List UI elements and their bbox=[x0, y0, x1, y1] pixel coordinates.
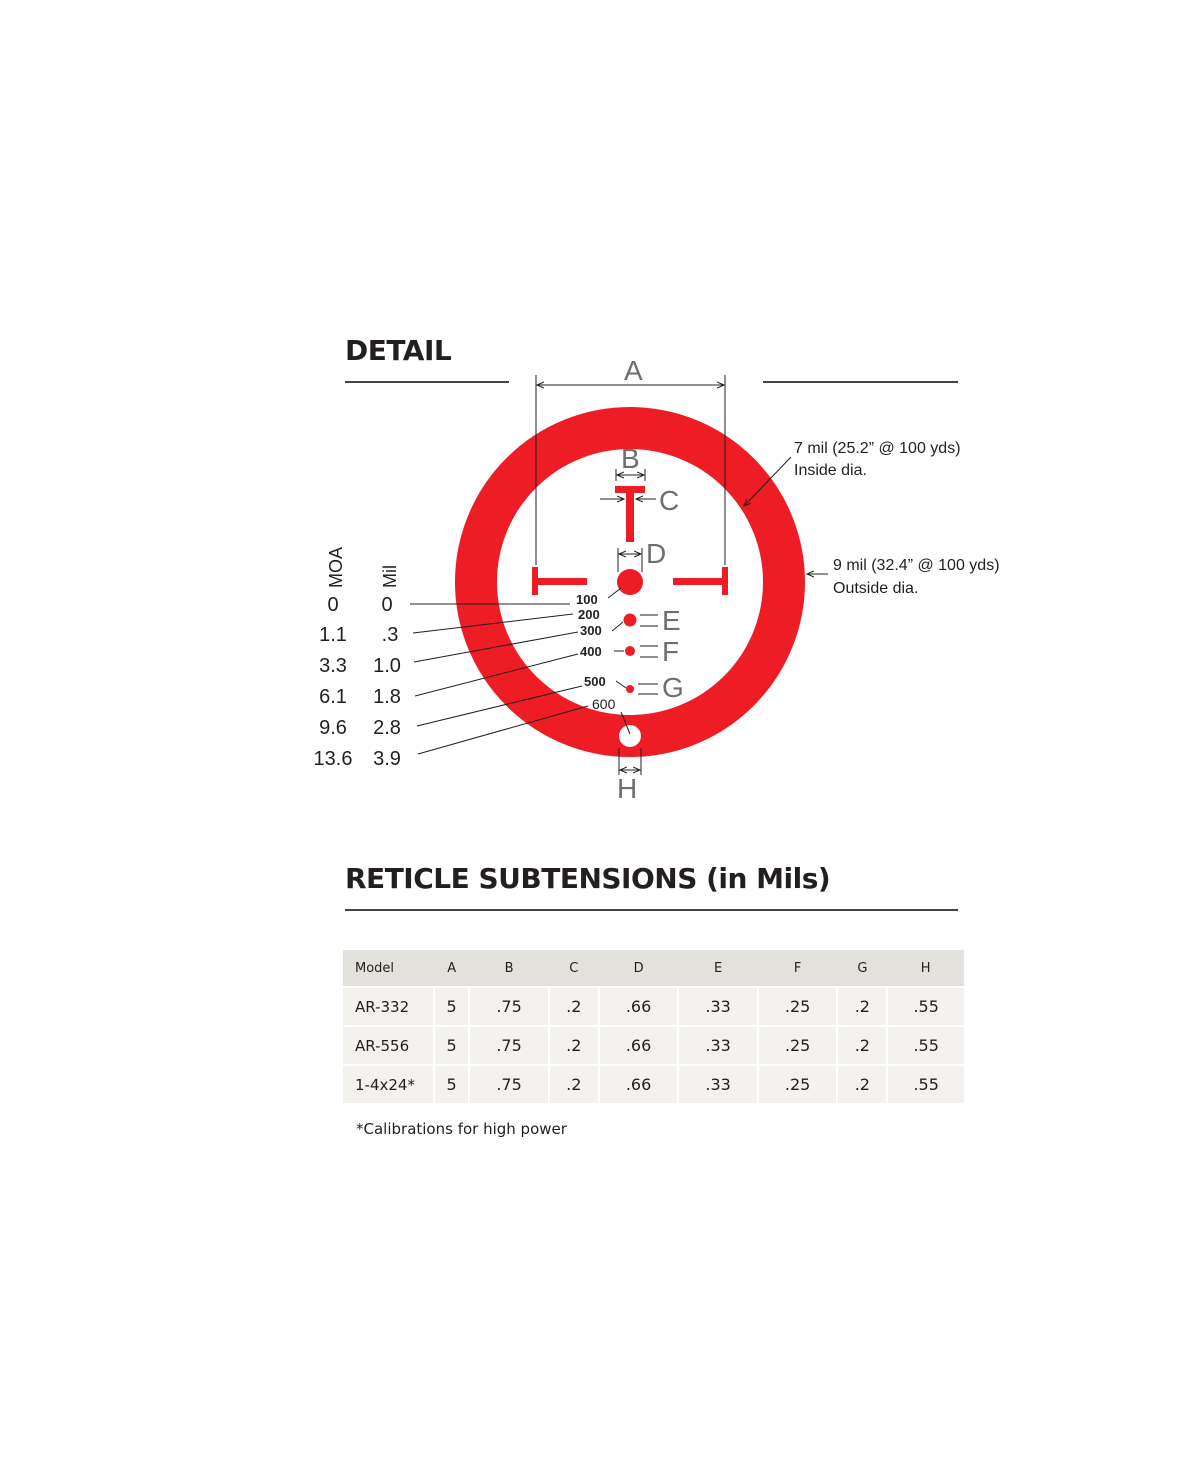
header-a: A bbox=[434, 950, 469, 987]
moa-value: 3.3 bbox=[319, 655, 347, 677]
table-cell: .2 bbox=[837, 987, 887, 1026]
footnote: *Calibrations for high power bbox=[356, 1120, 567, 1138]
dim-h-label: H bbox=[617, 773, 638, 804]
inside-dia-line2: Inside dia. bbox=[794, 462, 867, 479]
dim-e-label: E bbox=[662, 605, 681, 636]
table-cell: .75 bbox=[469, 1065, 549, 1103]
table-header-row bbox=[343, 950, 964, 987]
header-model: Model bbox=[343, 950, 434, 987]
header-b: B bbox=[469, 950, 549, 987]
table-row bbox=[343, 1065, 964, 1103]
table-cell: .66 bbox=[599, 1065, 679, 1103]
cell-model: 1-4x24* bbox=[343, 1065, 434, 1103]
table-cell: .2 bbox=[549, 987, 599, 1026]
header-c: C bbox=[549, 950, 599, 987]
mil-value: 1.8 bbox=[373, 686, 401, 708]
range-label-200: 200 bbox=[578, 607, 600, 622]
table-cell: .33 bbox=[678, 1065, 758, 1103]
detail-title: DETAIL bbox=[345, 334, 452, 367]
mil-value: 1.0 bbox=[373, 655, 401, 677]
table-cell: 5 bbox=[434, 1065, 469, 1103]
table-cell: .75 bbox=[469, 1026, 549, 1065]
header-f: F bbox=[758, 950, 838, 987]
table-cell: .2 bbox=[549, 1026, 599, 1065]
range-leader-100 bbox=[608, 588, 621, 598]
top-post-stem bbox=[626, 486, 634, 542]
dim-a-label: A bbox=[624, 355, 643, 386]
table-cell: 5 bbox=[434, 1026, 469, 1065]
range-leader-500 bbox=[616, 681, 626, 688]
table-cell: .33 bbox=[678, 987, 758, 1026]
table-cell: .2 bbox=[549, 1065, 599, 1103]
mil-value: 3.9 bbox=[373, 748, 401, 770]
cell-model: AR-556 bbox=[343, 1026, 434, 1065]
header-g: G bbox=[837, 950, 887, 987]
subtensions-rule bbox=[345, 909, 958, 911]
table-cell: .75 bbox=[469, 987, 549, 1026]
range-label-500: 500 bbox=[584, 674, 606, 689]
dim-f-label: F bbox=[662, 636, 680, 667]
mil-value: 2.8 bbox=[373, 717, 401, 739]
moa-header: MOA bbox=[326, 546, 346, 588]
outside-dia-line1: 9 mil (32.4” @ 100 yds) bbox=[833, 557, 1000, 574]
table-cell: .55 bbox=[887, 987, 964, 1026]
range-leader-300 bbox=[612, 622, 623, 631]
mil-value: 0 bbox=[381, 594, 393, 616]
range-label-400: 400 bbox=[580, 644, 602, 659]
dot-300 bbox=[624, 614, 637, 627]
dim-b-label: B bbox=[621, 443, 640, 474]
table-cell: .2 bbox=[837, 1065, 887, 1103]
table-cell: .2 bbox=[837, 1026, 887, 1065]
left-post-stem bbox=[532, 578, 587, 585]
header-h: H bbox=[887, 950, 964, 987]
moa-value: 0 bbox=[327, 594, 339, 616]
moa-value: 1.1 bbox=[319, 624, 347, 646]
moa-value: 9.6 bbox=[319, 717, 347, 739]
range-label-600: 600 bbox=[592, 696, 616, 712]
center-dot bbox=[617, 569, 643, 595]
right-post-stem bbox=[673, 578, 728, 585]
moa-value: 13.6 bbox=[313, 748, 353, 770]
range-label-300: 300 bbox=[580, 623, 602, 638]
dim-g-label: G bbox=[662, 672, 684, 703]
range-label-100: 100 bbox=[576, 592, 598, 607]
table-cell: .66 bbox=[599, 1026, 679, 1065]
dim-c-label: C bbox=[659, 485, 680, 516]
table-cell: .55 bbox=[887, 1065, 964, 1103]
table-cell: .25 bbox=[758, 1065, 838, 1103]
inside-dia-line1: 7 mil (25.2” @ 100 yds) bbox=[794, 440, 961, 457]
cell-model: AR-332 bbox=[343, 987, 434, 1026]
table-cell: .33 bbox=[678, 1026, 758, 1065]
table-cell: .55 bbox=[887, 1026, 964, 1065]
header-d: D bbox=[599, 950, 679, 987]
mil-value: .3 bbox=[381, 624, 399, 646]
mil-header: Mil bbox=[380, 565, 400, 588]
moa-value: 6.1 bbox=[319, 686, 347, 708]
subtensions-title: RETICLE SUBTENSIONS (in Mils) bbox=[345, 862, 831, 895]
table-row bbox=[343, 987, 964, 1026]
dot-600 bbox=[619, 725, 641, 747]
table-row bbox=[343, 1026, 964, 1065]
outside-dia-line2: Outside dia. bbox=[833, 580, 919, 597]
holdover-scale bbox=[314, 594, 401, 770]
table-cell: .25 bbox=[758, 1026, 838, 1065]
table-cell: 5 bbox=[434, 987, 469, 1026]
table-cell: .25 bbox=[758, 987, 838, 1026]
table-cell: .66 bbox=[599, 987, 679, 1026]
header-e: E bbox=[678, 950, 758, 987]
subtensions-table bbox=[343, 950, 964, 1103]
dim-d-label: D bbox=[646, 538, 667, 569]
dot-400 bbox=[625, 646, 635, 656]
dot-500 bbox=[626, 685, 634, 693]
